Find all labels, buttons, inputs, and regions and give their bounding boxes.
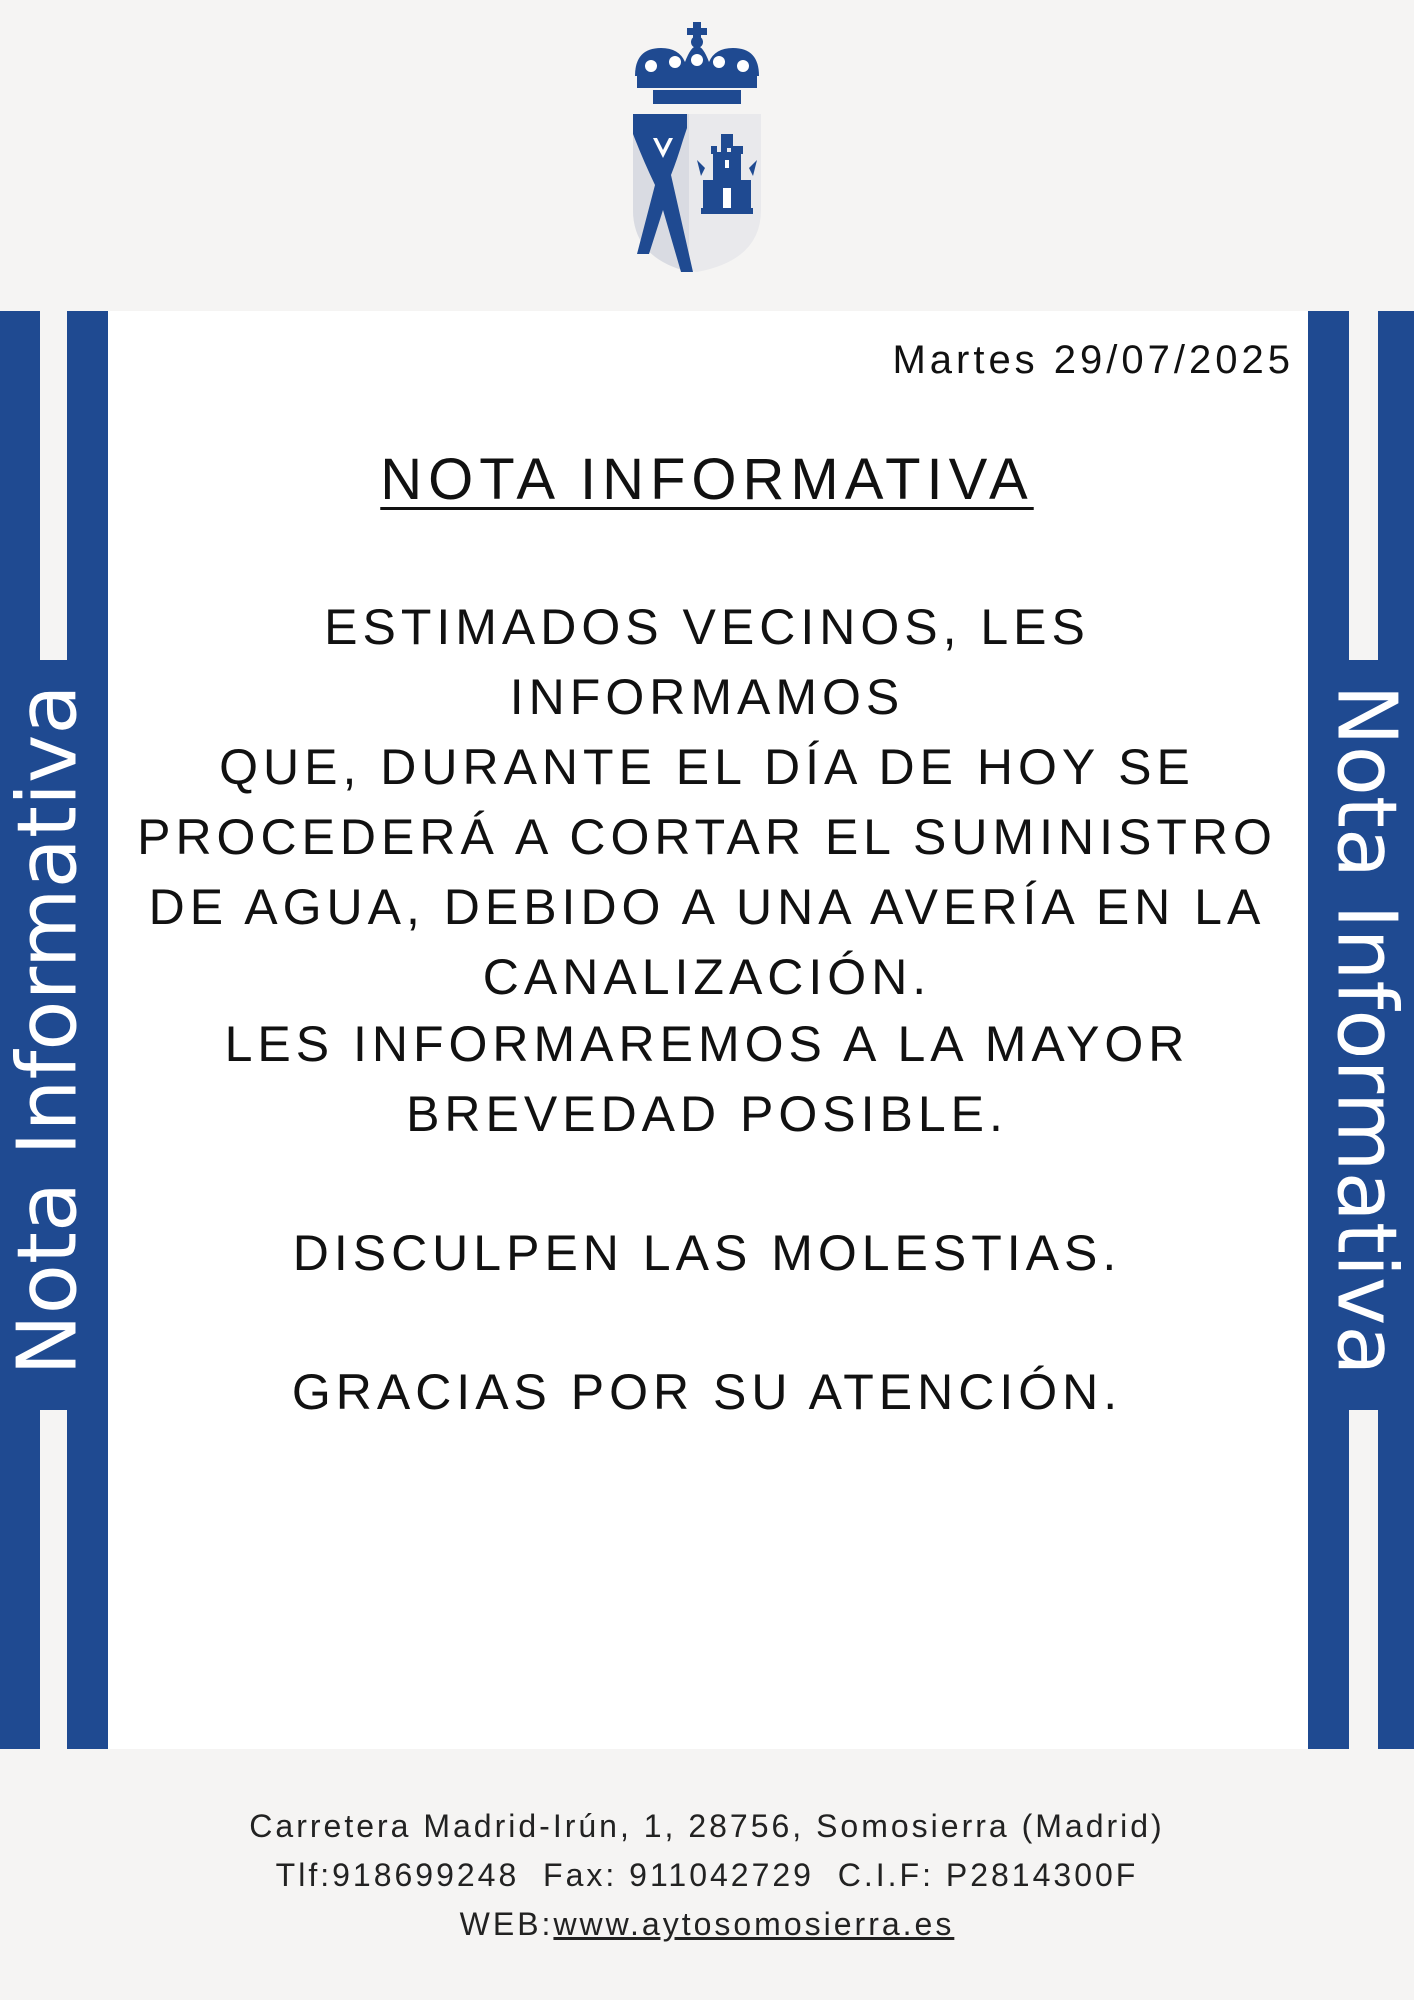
footer-web-link[interactable]: www.aytosomosierra.es [553, 1906, 955, 1942]
paragraph-line: DISCULPEN LAS MOLESTIAS. [292, 1225, 1122, 1281]
municipal-coat-of-arms-icon [627, 10, 767, 272]
side-label-left: Nota Informativa [0, 684, 96, 1376]
footer-address: Carretera Madrid-Irún, 1, 28756, Somosierra (Madrid) [249, 1808, 1165, 1844]
footer-web-label: WEB: [459, 1906, 554, 1942]
notice-title-text: NOTA INFORMATIVA [380, 447, 1034, 512]
paragraph-line: PROCEDERÁ A CORTAR EL SUMINISTRO [137, 809, 1277, 865]
notice-title [0, 446, 1414, 514]
notice-paragraph-4 [130, 1357, 1284, 1427]
paragraph-line: ESTIMADOS VECINOS, LES INFORMAMOS [324, 599, 1090, 725]
paragraph-line: DE AGUA, DEBIDO A UNA AVERÍA EN LA [148, 879, 1266, 935]
notice-paragraph-2 [130, 1009, 1284, 1149]
notice-paragraph-3 [130, 1218, 1284, 1288]
paragraph-line: LES INFORMAREMOS A LA MAYOR [224, 1016, 1190, 1072]
footer-web [0, 1900, 1414, 1949]
paragraph-line: BREVEDAD POSIBLE. [406, 1086, 1008, 1142]
paragraph-line: QUE, DURANTE EL DÍA DE HOY SE [219, 739, 1195, 795]
paragraph-line: GRACIAS POR SU ATENCIÓN. [291, 1364, 1123, 1420]
paragraph-line: CANALIZACIÓN. [482, 949, 932, 1005]
notice-date: Martes 29/07/2025 [892, 338, 1294, 382]
footer-contact: Tlf:918699248 Fax: 911042729 C.I.F: P2814300F [275, 1857, 1139, 1893]
side-label-right: Nota Informativa [1318, 684, 1414, 1376]
notice-paragraph-1 [130, 592, 1284, 1012]
